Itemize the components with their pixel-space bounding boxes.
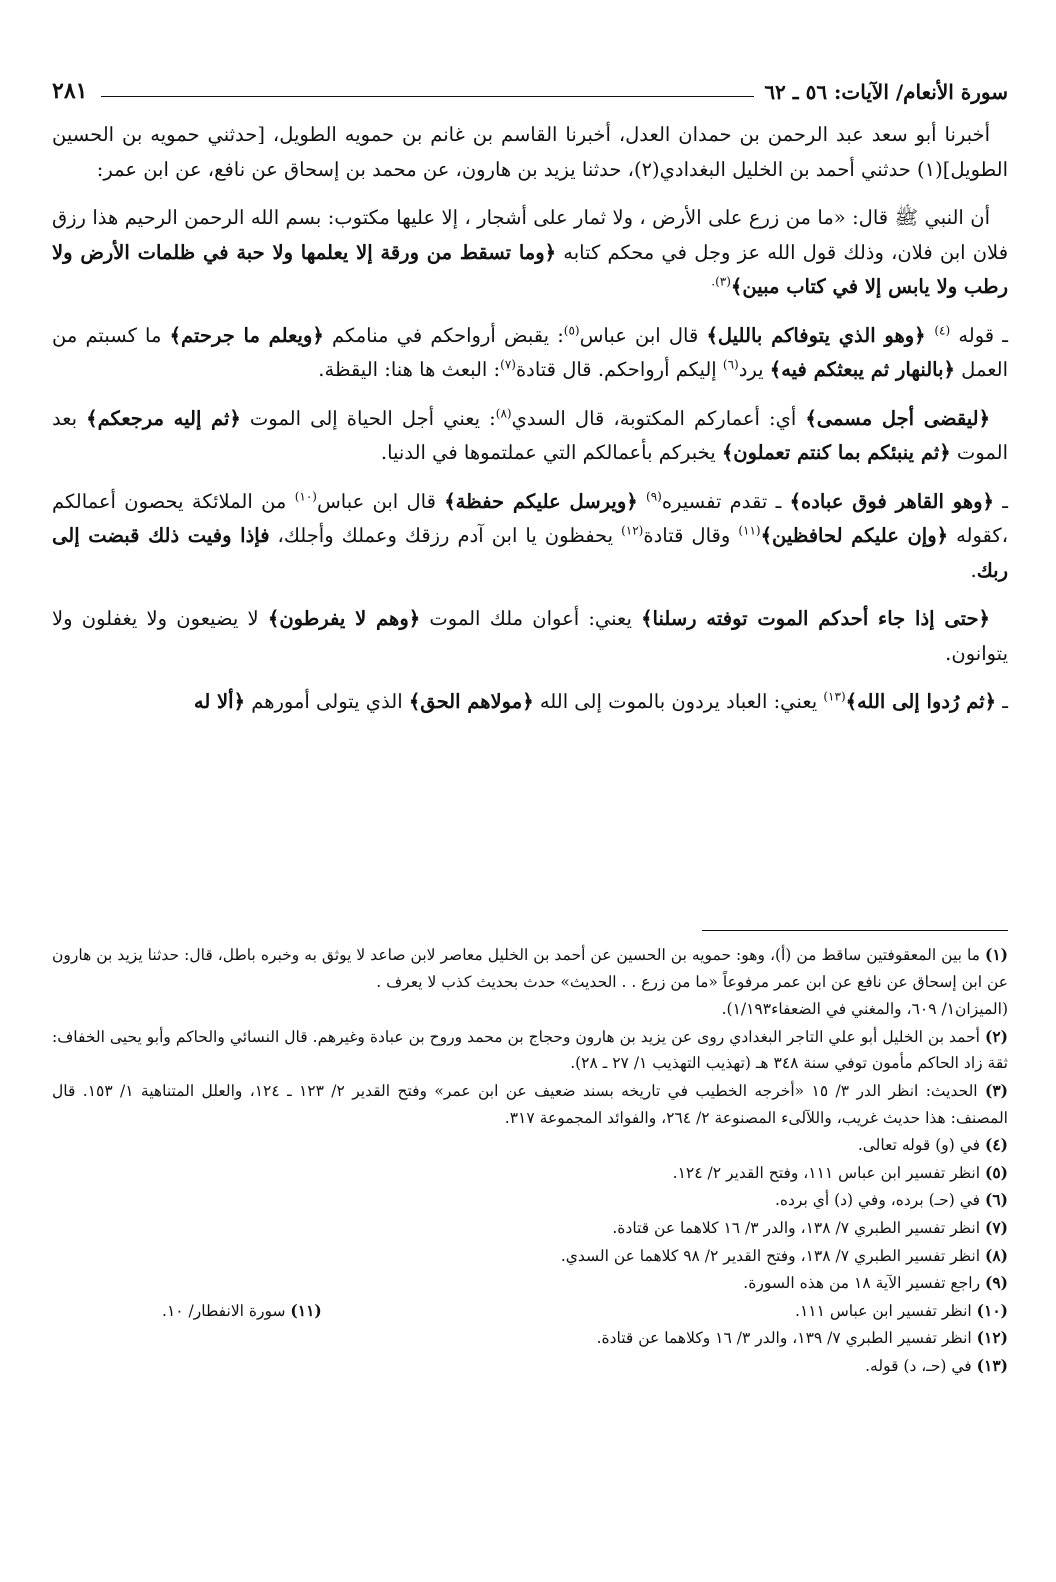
footnote-text: انظر تفسير الطبري ٧/ ١٣٨، والدر ٣/ ١٦ كلاهما عن قتادة. (612, 1218, 985, 1237)
footnote-4 (52, 1132, 1008, 1159)
paragraph-tafsir-2 (52, 402, 1008, 471)
footnote-text: انظر تفسير ابن عباس ١١١، وفتح القدير ٢/ ١٢٤. (672, 1163, 985, 1182)
footnote-number: (١١) (290, 1300, 322, 1320)
text-span: يعني: العباد يردون بالموت إلى الله (533, 690, 824, 713)
paragraph-tafsir-1 (52, 319, 1008, 388)
footnote-number: (٨) (984, 1245, 1008, 1265)
footnote-number: (١) (984, 945, 1008, 964)
verse-quote: ﴿ثم إليه مرجعكم﴾ (86, 406, 241, 430)
text-span: إليكم أرواحكم. قال قتادة (515, 358, 723, 381)
verse-quote: ﴿ويرسل عليكم حفظة﴾ (444, 489, 638, 513)
footnote-ref: (٧) (500, 357, 516, 372)
verse-quote: ﴿وهم لا يفرطون﴾ (267, 607, 421, 630)
footnote-13 (52, 1353, 1008, 1380)
paragraph-tafsir-3 (52, 485, 1008, 589)
page-header (52, 70, 1008, 104)
footnote-number: (٩) (984, 1273, 1008, 1293)
footnote-text: انظر تفسير الطبري ٧/ ١٣٨، وفتح القدير ٢/ ٩٨ كلاهما عن السدي. (560, 1246, 985, 1265)
running-title: سورة الأنعام/ الآيات: ٥٦ ـ ٦٢ (764, 80, 1008, 104)
paragraph-isnad (52, 118, 1008, 187)
footnote-text: راجع تفسير الآية ١٨ من هذه السورة. (743, 1274, 985, 1293)
header-rule (101, 96, 754, 97)
footnote-number: (٧) (984, 1217, 1008, 1237)
verse-quote: ﴿وإن عليكم لحافظين﴾ (760, 524, 949, 547)
verse-quote: ﴿وما تسقط من ورقة إلا يعلمها ولا حبة في ظلمات الأرض ولا رطب ولا يابس إلا في كتاب مبين﴾ (52, 240, 1008, 298)
text-span: : يعني أجل الحياة إلى الموت (240, 406, 496, 430)
text-span: من الملائكة يحصون أعمالكم ،كقوله (52, 489, 1008, 547)
footnote-ref: (٤) (934, 323, 951, 337)
text-span: يحفظون يا ابن آدم رزقك وعملك وأجلك، (269, 524, 622, 547)
footnote-1 (52, 942, 1008, 995)
footnote-9 (52, 1270, 1008, 1297)
text-span: ـ (993, 489, 1008, 513)
text-span: قال ابن عباس (579, 323, 707, 347)
paragraph-hadith (52, 201, 1008, 305)
emphasis-text: فإذا وفيت ذلك قبضت إلى ربك (52, 524, 1008, 582)
text-span: الذي يتولى أمورهم (245, 690, 409, 713)
footnote-ref: (١٢) (621, 523, 644, 538)
text-span: ـ تقدم تفسيره (661, 489, 790, 513)
footnote-row-10-11 (52, 1298, 1008, 1325)
footnote-ref: (٩) (646, 489, 662, 503)
footnote-separator (702, 930, 1008, 931)
footnote-8 (52, 1243, 1008, 1270)
page-number: ٢٨١ (52, 78, 88, 104)
text-span: ـ قوله (950, 323, 1008, 347)
verse-quote: ﴿ثم ينبئكم بما كنتم تعملون﴾ (721, 441, 951, 464)
main-text (52, 118, 1008, 734)
footnote-1-continued: (الميزان١/ ٦٠٩، والمغني في الضعفاء١/١٩٣). (721, 1000, 1008, 1019)
footnote-text: ما بين المعقوفتين ساقط من (أ)، وهو: حمويه بن الحسين عن أحمد بن الخليل معاصر لابن صاعد لا يوثق به وخبره باطل، قال: حدثنا يزيد بن هارون عن ابن إسحاق عن نافع عن ابن عمر مرفوعاً «ما من زرع . . الحديث» حدث بحديث كذب لا يعرف . (52, 946, 1008, 991)
text-span: لا يضيعون ولا يغفلون ولا يتوانون. (52, 607, 1008, 665)
verse-quote: ﴿مولاهم الحق﴾ (408, 690, 534, 713)
footnote-10 (795, 1298, 1008, 1325)
footnote-text: انظر تفسير الطبري ٧/ ١٣٩، والدر ٣/ ١٦ وكلاهما عن قتادة. (596, 1329, 977, 1348)
footnote-text: انظر تفسير ابن عباس ١١١. (795, 1301, 977, 1320)
verse-quote: ﴿حتى إذا جاء أحدكم الموت توفته رسلنا﴾ (641, 607, 990, 630)
footnote-ref: (٦) (722, 357, 739, 372)
footnote-ref: (٨) (495, 406, 512, 420)
text-span: قال ابن عباس (316, 489, 445, 513)
footnote-ref: (٥) (563, 323, 580, 337)
footnote-number: (٤) (984, 1135, 1008, 1155)
footnote-number: (٦) (984, 1190, 1008, 1210)
footnote-2 (52, 1024, 1008, 1077)
footnote-number: (٥) (984, 1162, 1008, 1182)
footnote-text: في (حـ، د) قوله. (865, 1356, 977, 1375)
text-span: يخبركم بأعمالكم التي عملتموها في الدنيا. (380, 441, 722, 464)
footnote-number: (٢) (984, 1026, 1008, 1046)
isnad-text-1: أخبرنا أبو سعد عبد الرحمن بن حمدان العدل، أخبرنا القاسم بن غانم بن حمويه الطويل، [حدثني حمويه بن الحسين الطويل] (52, 123, 1008, 181)
verse-quote: ﴿ثم رُدوا إلى الله﴾ (845, 690, 997, 713)
footnote-12 (52, 1325, 1008, 1352)
text-span: أي: أعماركم المكتوبة، قال السدي (511, 406, 806, 430)
footnote-ref: (٣). (711, 274, 731, 289)
footnote-7 (52, 1215, 1008, 1242)
text-span: : البعث ها هنا: اليقظة. (318, 358, 501, 381)
footnote-text: في (و) قوله تعالى. (857, 1136, 985, 1155)
text-span: بعد الموت (52, 406, 1008, 464)
footnote-6 (52, 1187, 1008, 1214)
hadith-text: أن النبي ﷺ قال: «ما من زرع على الأرض ، ولا ثمار على أشجار ، إلا عليها مكتوب: بسم الله الرحمن الرحيم هذا رزق فلان ابن فلان، وذلك قول الله عز وجل في محكم كتابه (52, 206, 1009, 264)
footnote-number: (٣) (984, 1080, 1008, 1100)
text-span: يعني: أعوان ملك الموت (420, 607, 642, 630)
footnote-number: (١٣) (976, 1355, 1008, 1375)
footnote-ref: (١٠) (294, 489, 317, 503)
footnote-text: أحمد بن الخليل أبو علي التاجر البغدادي روى عن يزيد بن هارون وحجاج بن محمد وروح بن عبادة وغيرهم. قال النسائي والحاكم وأبو يحيى الخفاف: ثقة زاد الحاكم مأمون توفي سنة ٣٤٨ هـ (تهذيب التهذيب ١/ ٢٧ ـ ٢٨). (52, 1027, 1008, 1073)
verse-quote: ﴿بالنهار ثم يبعثكم فيه﴾ (769, 358, 955, 381)
text-span: : يقبض أرواحكم في منامكم (323, 323, 564, 347)
footnote-number: (١٢) (976, 1328, 1008, 1348)
text-span: يرد (738, 358, 770, 381)
text-span: ما كسبتم من العمل (52, 323, 1008, 381)
verse-quote: ﴿ويعلم ما جرحتم﴾ (169, 323, 324, 347)
footnote-ref: (١٣) (823, 689, 846, 704)
verse-quote: ﴿وهو الذي يتوفاكم بالليل﴾ (706, 323, 935, 347)
footnote-text: في (حـ) برده، وفي (د) أي برده. (774, 1191, 985, 1210)
footnote-ref: (١١) (738, 523, 761, 538)
footnotes-section (52, 942, 1008, 1381)
footnote-11 (52, 1298, 322, 1325)
text-span: وقال قتادة (643, 524, 739, 547)
footnote-text: سورة الانفطار/ ١٠. (162, 1301, 291, 1320)
paragraph-tafsir-5 (52, 685, 1008, 720)
verse-quote: ﴿ليقضى أجل مسمى﴾ (805, 406, 990, 430)
verse-quote: ﴿وهو القاهر فوق عباده﴾ (789, 489, 994, 513)
verse-quote: ﴿ألا له (193, 690, 246, 713)
footnote-text: الحديث: انظر الدر ٣/ ١٥ «أخرجه الخطيب في تاريخه بسند ضعيف عن ابن عمر» وفتح القدير ٢/ ١٢٣ ـ ١٢٤، والعلل المتناهية ١/ ١٥٣. قال المصنف: هذا حديث غريب، واللآلىء المصنوعة ٢/ ٢٦٤، والفوائد المجموعة ٣١٧. (52, 1081, 1008, 1127)
text-span (638, 490, 646, 513)
footnote-number: (١٠) (976, 1300, 1008, 1320)
isnad-text-2: (١) حدثني أحمد بن الخليل البغدادي(٢)، حدثنا يزيد بن هارون، عن محمد بن إسحاق عن نافع، عن ابن عمر: (96, 157, 943, 181)
footnote-5 (52, 1160, 1008, 1187)
text-span: . (970, 558, 977, 582)
paragraph-tafsir-4 (52, 602, 1008, 671)
text-span: ـ (996, 690, 1008, 713)
footnote-3 (52, 1078, 1008, 1131)
